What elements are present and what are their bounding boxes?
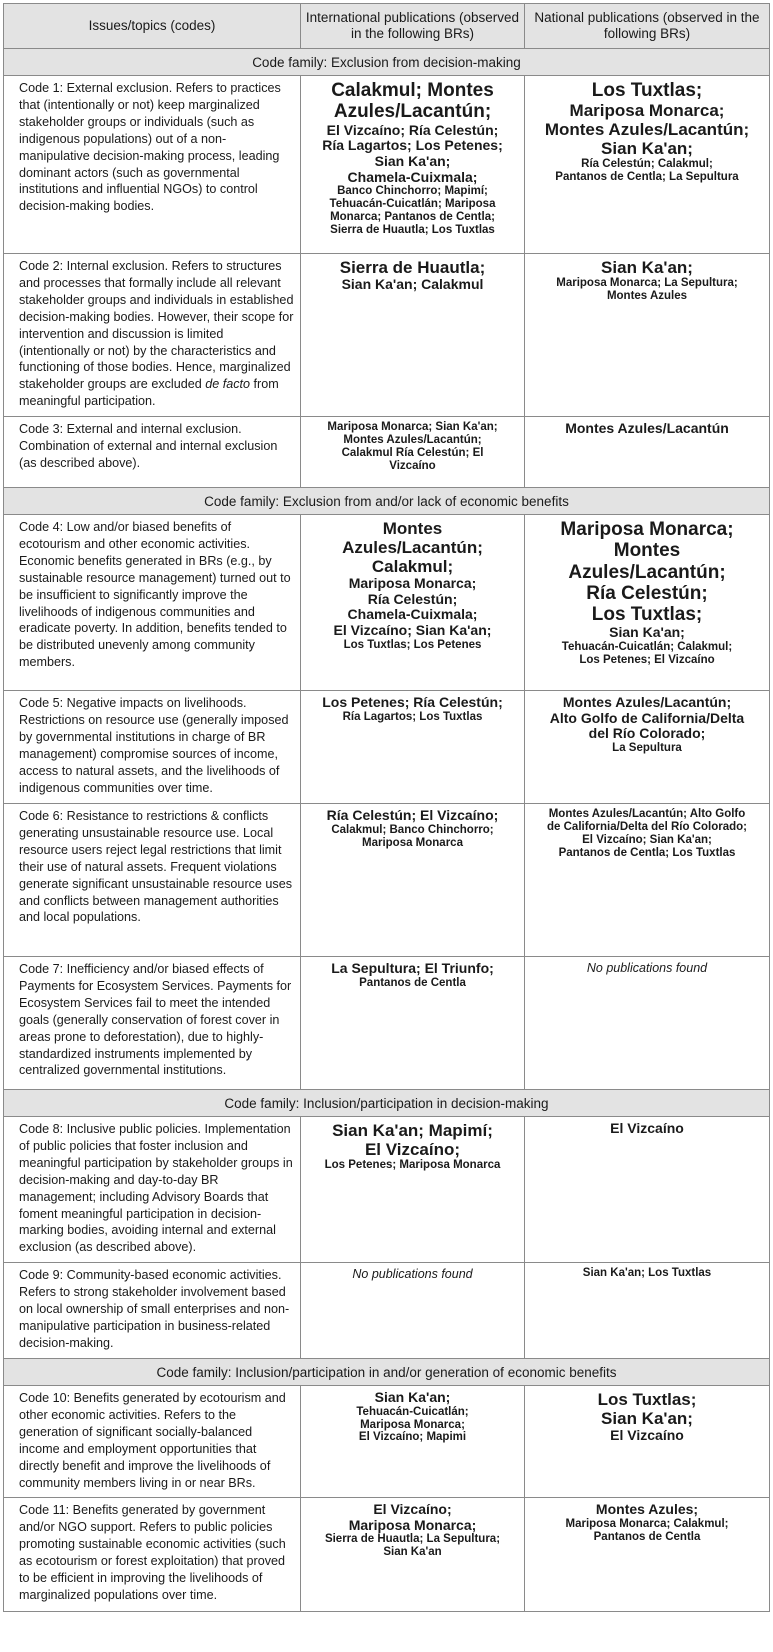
br-line: Mariposa Monarca;	[569, 101, 725, 121]
family-inclusion-benefits: Code family: Inclusion/participation in and/or generation of economic benefits	[4, 1359, 770, 1386]
code-9-national	[525, 1263, 770, 1359]
br-line: Sierra de Huautla; La Sepultura;	[324, 1533, 501, 1546]
br-line: Azules/Lacantún;	[342, 538, 483, 558]
br-line: Sierra de Huautla;	[339, 258, 486, 277]
br-line: Pantanos de Centla; Los Tuxtlas	[558, 846, 736, 859]
br-line: Sierra de Huautla; Los Tuxtlas	[330, 223, 495, 236]
br-line: Mariposa Monarca; Sian Ka'an;	[327, 421, 498, 433]
br-line: Ría Celestún;	[367, 590, 458, 607]
code-2-text-b: from meaningful participation.	[19, 377, 279, 409]
results-table	[3, 3, 770, 1612]
br-line: Sian Ka'an; Mapimí;	[332, 1121, 493, 1140]
code-1-description: Code 1: External exclusion. Refers to practices that (intentionally or not) keep marginalized stakeholder groups or individuals (such as indigenous populations) out of a non-manipulative decision-making process, leading dominant actors (such as governmental institutions and influential NGOs) to control decision-making bodies.	[4, 76, 301, 254]
br-line: Alto Golfo de California/Delta	[549, 709, 745, 726]
br-line: Azules/Lacantún;	[333, 101, 492, 123]
br-line: Sian Ka'an; Calakmul	[341, 276, 484, 293]
code-10-national	[525, 1386, 770, 1498]
br-line: Calakmul Ría Celestún; El	[341, 446, 484, 459]
code-3-international	[301, 417, 525, 488]
code-6-international	[301, 804, 525, 957]
br-line: Montes Azules;	[595, 1501, 699, 1517]
code-row	[4, 515, 770, 691]
br-line: Calakmul;	[371, 557, 454, 577]
code-4-description: Code 4: Low and/or biased benefits of ecotourism and other economic activities. Economic benefits generated in BRs (e.g., by sustainable resource management) turned out to be insufficient to significantly improve the livelihoods of indigenous communities and eradicate poverty. In addition, benefits tended to be distributed unevenly among community members.	[4, 515, 301, 691]
header-national: National publications (observed in the following BRs)	[525, 4, 770, 49]
code-3-national	[525, 417, 770, 488]
br-line: Montes Azules	[606, 289, 688, 302]
family-row	[4, 488, 770, 515]
br-line: Sian Ka'an;	[601, 1409, 693, 1429]
br-line: Los Tuxtlas;	[597, 1390, 697, 1409]
br-line: Los Petenes; Mariposa Monarca	[324, 1159, 501, 1172]
code-row	[4, 1263, 770, 1359]
br-line: Mariposa Monarca; Calakmul;	[565, 1517, 729, 1530]
code-2-text-a: Code 2: Internal exclusion. Refers to structures and processes that formally include all relevant stakeholder groups and individuals in established decision-making bodies. However, their scope for intervention and discussion is limited (intentionally or not) by the characteristics and functioning of those bodies. Hence, marginalized stakeholder groups are excluded	[19, 259, 294, 392]
code-row	[4, 76, 770, 254]
br-line: Sian Ka'an;	[374, 1389, 451, 1405]
br-line: Mariposa Monarca	[362, 836, 463, 849]
code-8-national	[525, 1117, 770, 1263]
br-line: La Sepultura; El Triunfo;	[331, 960, 494, 976]
code-row	[4, 1498, 770, 1612]
br-line: El Vizcaíno; Sian Ka'an;	[582, 833, 712, 846]
code-11-description: Code 11: Benefits generated by government and/or NGO support. Refers to public policies promoting sustainable economic activities (such as ecotourism or forest exploitation) that proved to be efficient in improving the livelihoods of marginalized populations over time.	[4, 1498, 301, 1612]
code-6-description: Code 6: Resistance to restrictions & conflicts generating unsustainable resource use. Local resource users reject legal restrictions that limit their use of natural assets. Frequent violations generate significant unsustainable resource uses and conflicts between management authorities and local populations.	[4, 804, 301, 957]
br-line: Sian Ka'an;	[609, 624, 685, 641]
br-line: La Sepultura	[612, 742, 682, 755]
family-row	[4, 1090, 770, 1117]
header-row	[4, 4, 770, 49]
br-line: Calakmul; Banco Chinchorro;	[331, 823, 494, 836]
header-issues: Issues/topics (codes)	[4, 4, 301, 49]
br-line: Banco Chinchorro; Mapimí;	[337, 185, 488, 198]
br-line: Chamela-Cuixmala;	[347, 606, 478, 623]
code-9-description: Code 9: Community-based economic activities. Refers to strong stakeholder involvement based on local ownership of small enterprises and non-manipulative participation in business-related decision-making.	[4, 1263, 301, 1359]
header-international: International publications (observed in the following BRs)	[301, 4, 525, 49]
br-line: del Río Colorado;	[588, 725, 706, 742]
br-line: Chamela-Cuixmala;	[347, 168, 478, 185]
br-line: Los Tuxtlas;	[591, 80, 703, 101]
br-line: Pantanos de Centla; La Sepultura	[555, 171, 739, 184]
br-line: Sian Ka'an	[383, 1546, 442, 1559]
br-line: Tehuacán-Cuicatlán; Calakmul;	[561, 641, 733, 653]
br-line: El Vizcaíno	[610, 1427, 684, 1444]
br-line: Sian Ka'an; Los Tuxtlas	[582, 1267, 712, 1279]
br-line: Tehuacán-Cuicatlán; Mariposa	[329, 198, 496, 211]
code-7-description: Code 7: Inefficiency and/or biased effects of Payments for Ecosystem Services. Payments for Ecosystem Services fail to meet the intended goals (generally conservation of forest cover in areas prone to deforestation), due to highly-standardized instruments implemented by centralized governmental institutions.	[4, 957, 301, 1090]
code-5-national	[525, 691, 770, 804]
br-line: Monarca; Pantanos de Centla;	[330, 210, 495, 223]
code-2-international	[301, 254, 525, 417]
code-8-description: Code 8: Inclusive public policies. Implementation of public policies that foster inclusion and meaningful participation by stakeholder groups in decision-making and day-to-day BR management; including Advisory Boards that foment meaningful participation in decision-marking bodies, avoiding internal and external exclusion (as described above).	[4, 1117, 301, 1263]
br-line: Pantanos de Centla	[359, 976, 466, 989]
br-line: Ría Celestún; El Vizcaíno;	[326, 807, 499, 823]
br-line: Mariposa Monarca;	[348, 575, 477, 592]
br-line: El Vizcaíno; Mapimi	[358, 1431, 467, 1444]
br-line: Montes Azules/Lacantún	[565, 420, 729, 436]
code-5-international	[301, 691, 525, 804]
br-line: Los Petenes; Ría Celestún;	[322, 694, 503, 710]
br-line: Montes Azules/Lacantún;	[562, 694, 732, 710]
br-line: Ría Celestún; Calakmul;	[581, 158, 713, 171]
family-exclusion-decision: Code family: Exclusion from decision-making	[4, 49, 770, 76]
br-line: Montes Azules/Lacantún; Alto Golfo	[548, 808, 746, 820]
br-line: Sian Ka'an;	[601, 139, 693, 159]
code-10-description: Code 10: Benefits generated by ecotourism and other economic activities. Refers to the generation of significant socially-balanced income and employment opportunities that directly benefit and improve the livelihoods of community members living in or near BRs.	[4, 1386, 301, 1498]
code-11-international	[301, 1498, 525, 1612]
code-row	[4, 804, 770, 957]
br-line: Tehuacán-Cuicatlán;	[356, 1405, 469, 1418]
code-10-international	[301, 1386, 525, 1498]
code-row	[4, 1117, 770, 1263]
family-row	[4, 49, 770, 76]
br-line: Sian Ka'an;	[374, 152, 451, 169]
br-line: Ría Celestún;	[586, 582, 708, 604]
br-line: El Vizcaíno	[610, 1120, 684, 1136]
code-1-international	[301, 76, 525, 254]
code-6-national	[525, 804, 770, 957]
code-4-national	[525, 515, 770, 691]
br-line: Pantanos de Centla	[593, 1530, 701, 1543]
code-1-national	[525, 76, 770, 254]
code-7-international	[301, 957, 525, 1090]
br-line: El Vizcaíno;	[373, 1501, 452, 1517]
br-line: Montes Azules/Lacantún;	[343, 433, 482, 446]
br-line: Montes	[382, 519, 443, 538]
br-line: Los Tuxtlas; Los Petenes	[343, 638, 482, 651]
br-line: Sian Ka'an;	[601, 258, 693, 277]
code-row	[4, 254, 770, 417]
br-line: Montes Azules/Lacantún;	[544, 120, 750, 140]
br-line: Montes	[613, 540, 681, 562]
family-row	[4, 1359, 770, 1386]
code-2-text-emphasis: de facto	[205, 377, 251, 392]
code-11-national	[525, 1498, 770, 1612]
br-line: Vizcaíno	[389, 459, 436, 472]
br-line: Ría Lagartos; Los Tuxtlas	[342, 710, 483, 723]
code-row	[4, 691, 770, 804]
br-line: El Vizcaíno; Ría Celestún;	[326, 121, 499, 138]
family-inclusion-decision: Code family: Inclusion/participation in decision-making	[4, 1090, 770, 1117]
code-5-description: Code 5: Negative impacts on livelihoods. Restrictions on resource use (generally imposed by governmental institutions in charge of BR management) compromise sources of income, access to natural assets, and the livelihoods of indigenous communities over time.	[4, 691, 301, 804]
br-line: de California/Delta del Río Colorado;	[547, 820, 747, 833]
code-row	[4, 957, 770, 1090]
code-row	[4, 1386, 770, 1498]
code-row	[4, 417, 770, 488]
br-line: Mariposa Monarca;	[348, 1516, 477, 1533]
code-9-international: No publications found	[301, 1263, 525, 1359]
br-line: Mariposa Monarca;	[560, 519, 734, 540]
code-7-national: No publications found	[525, 957, 770, 1090]
code-2-description	[4, 254, 301, 417]
br-line: El Vizcaíno; Sian Ka'an;	[333, 622, 492, 639]
br-line: Mariposa Monarca;	[360, 1418, 465, 1431]
code-4-international	[301, 515, 525, 691]
br-line: Azules/Lacantún;	[568, 561, 726, 583]
br-line: Ría Lagartos; Los Petenes;	[322, 137, 503, 154]
code-3-description: Code 3: External and internal exclusion. Combination of external and internal exclusion (as described above).	[4, 417, 301, 488]
br-line: Los Petenes; El Vizcaíno	[579, 653, 715, 666]
br-line: El Vizcaíno;	[364, 1140, 461, 1160]
br-line: Mariposa Monarca; La Sepultura;	[556, 277, 738, 290]
br-line: Los Tuxtlas;	[591, 604, 703, 626]
br-line: Calakmul; Montes	[331, 80, 494, 101]
family-exclusion-benefits: Code family: Exclusion from and/or lack of economic benefits	[4, 488, 770, 515]
code-2-national	[525, 254, 770, 417]
code-8-international	[301, 1117, 525, 1263]
